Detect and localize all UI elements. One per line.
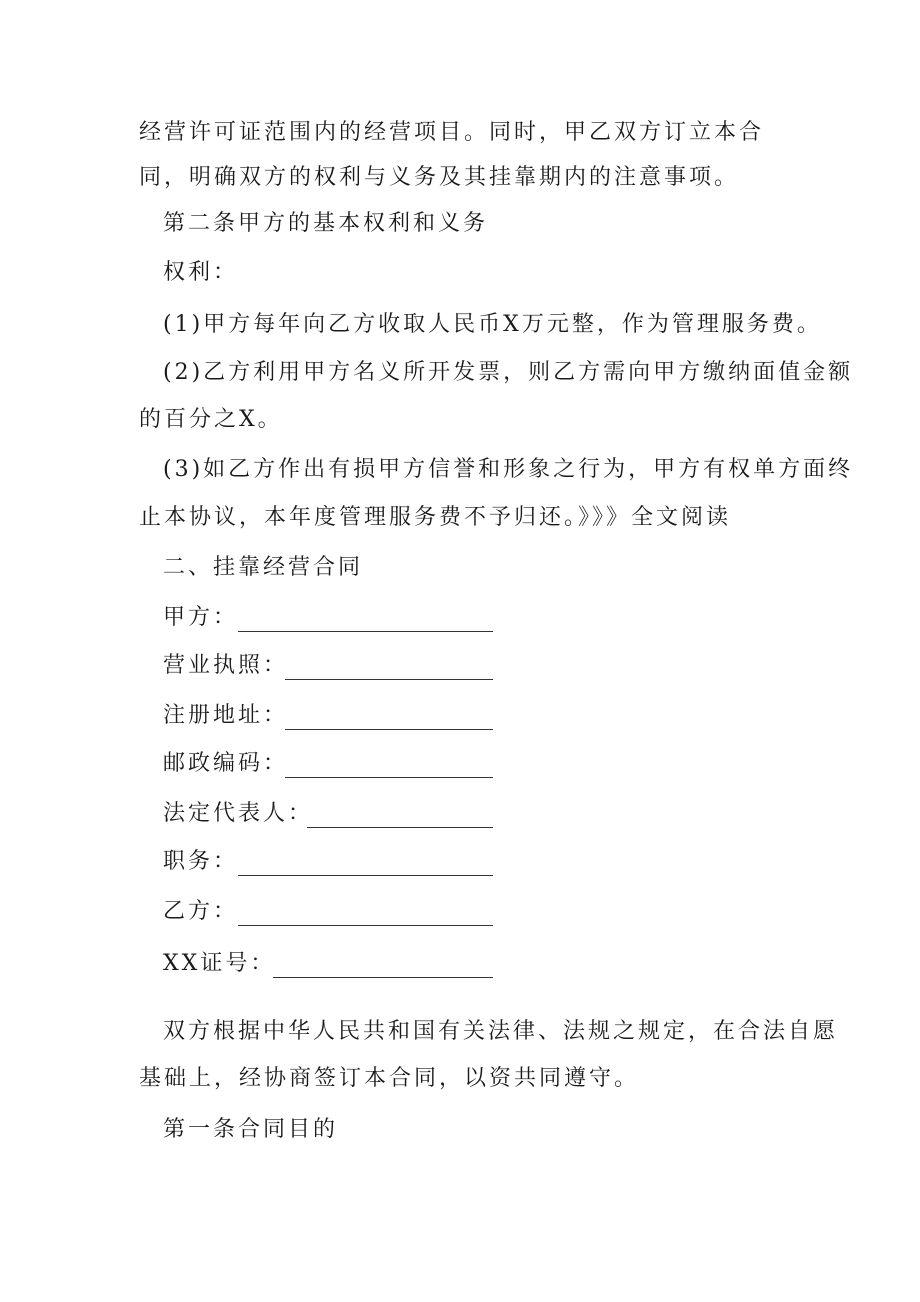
- blank-line: [285, 729, 493, 730]
- article-heading: 第一条合同目的: [163, 1117, 339, 1142]
- list-item: (2)乙方利用甲方名义所开发票，则乙方需向甲方缴纳面值金额: [163, 360, 854, 385]
- field-label: 乙方：: [163, 899, 239, 924]
- form-field-business-license: [163, 651, 493, 681]
- form-field-postal-code: [163, 749, 493, 779]
- blank-line: [273, 977, 493, 978]
- article-heading: 第二条甲方的基本权利和义务: [163, 211, 489, 236]
- rights-label: 权利：: [163, 260, 239, 285]
- list-item-continuation: 的百分之X。: [139, 407, 283, 432]
- list-item: (3)如乙方作出有损甲方信誉和形象之行为，甲方有权单方面终: [163, 457, 854, 482]
- paragraph-line: 经营许可证范围内的经营项目。同时，甲乙双方订立本合: [139, 120, 765, 145]
- form-field-registered-address: [163, 701, 493, 731]
- paragraph-line: 双方根据中华人民共和国有关法律、法规之规定，在合法自愿: [163, 1019, 839, 1044]
- form-field-position: [163, 847, 493, 877]
- form-field-party-a: [163, 603, 493, 633]
- field-label: 邮政编码：: [163, 751, 289, 776]
- section-title: 二、挂靠经营合同: [163, 555, 364, 580]
- paragraph-line: 基础上，经协商签订本合同，以资共同遵守。: [139, 1066, 640, 1091]
- form-field-legal-representative: [163, 799, 493, 829]
- field-label: 甲方：: [163, 605, 239, 630]
- blank-line: [285, 679, 493, 680]
- form-field-party-b: [163, 897, 493, 927]
- paragraph-line: 同，明确双方的权利与义务及其挂靠期内的注意事项。: [139, 165, 740, 190]
- blank-line: [238, 875, 493, 876]
- field-label: 注册地址：: [163, 703, 289, 728]
- blank-line: [238, 631, 493, 632]
- blank-line: [307, 827, 493, 828]
- blank-line: [238, 925, 493, 926]
- list-item-continuation: 止本协议，本年度管理服务费不予归还。》》》全文阅读: [139, 505, 732, 530]
- form-field-id-number: [163, 949, 493, 979]
- list-item: (1)甲方每年向乙方收取人民币X万元整，作为管理服务费。: [163, 312, 822, 337]
- field-label: 营业执照：: [163, 653, 289, 678]
- blank-line: [285, 777, 493, 778]
- field-label: 职务：: [163, 849, 239, 874]
- field-label: XX证号：: [163, 951, 276, 976]
- field-label: 法定代表人：: [163, 801, 314, 826]
